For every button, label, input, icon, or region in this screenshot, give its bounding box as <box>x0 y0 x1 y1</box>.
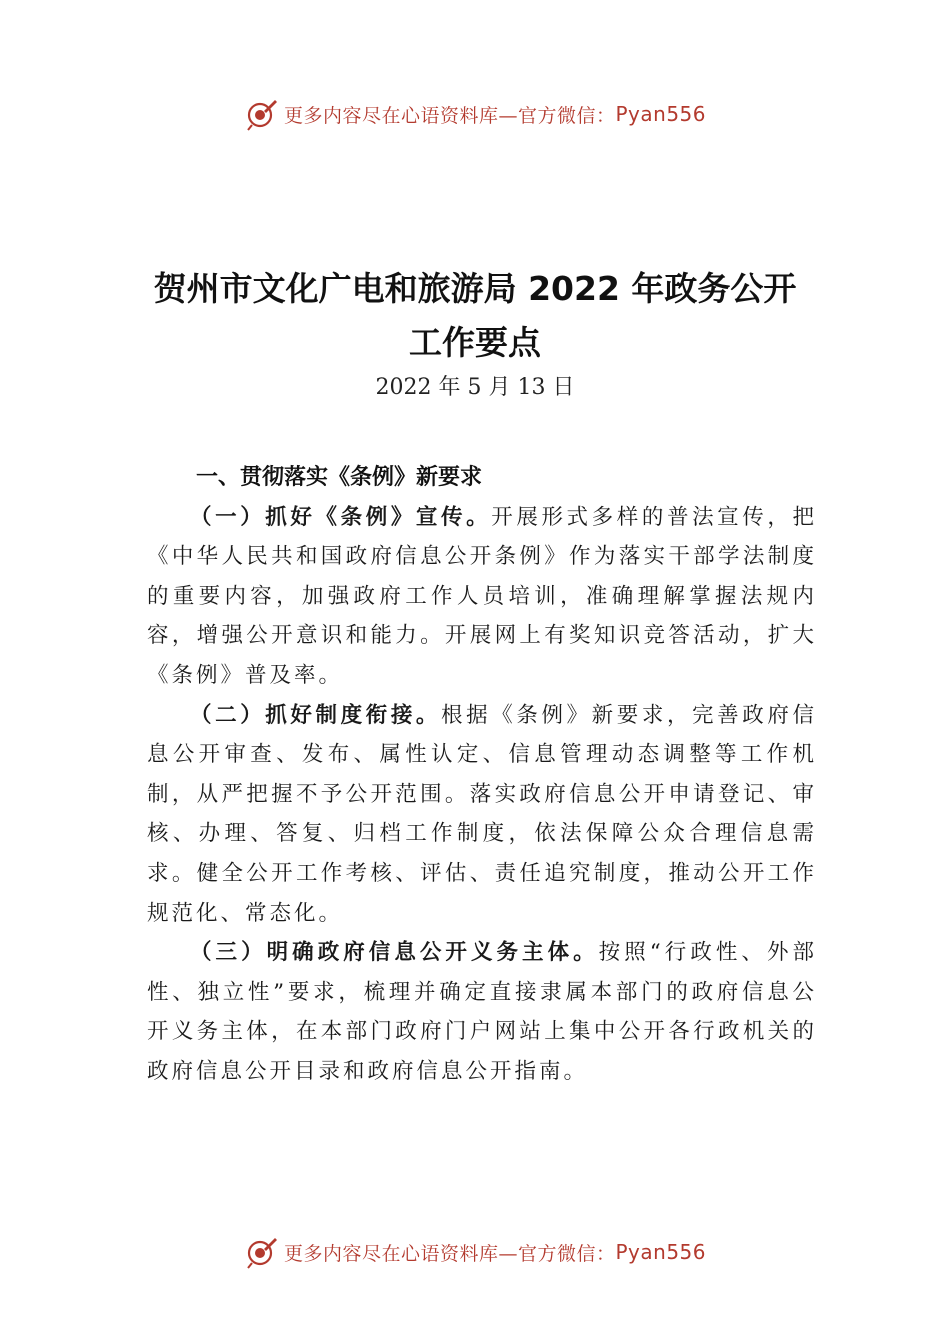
paragraph-1 <box>147 498 817 696</box>
document-title <box>100 262 850 370</box>
document-date: 2022 年 5 月 13 日 <box>375 375 575 400</box>
quill-pen-seal-icon <box>244 97 278 131</box>
quill-pen-seal-icon <box>244 1235 278 1269</box>
section-heading: 一、贯彻落实《条例》新要求 <box>196 465 483 490</box>
paragraph-text: 开展形式多样的普法宣传，把《中华人民共和国政府信息公开条例》作为落实干部学法制度的重要内容，加强政府工作人员培训，准确理解掌握法规内容，增强公开意识和能力。开展网上有奖知识竞答活动，扩大《条例》普及率。 <box>147 504 817 688</box>
watermark-text: 更多内容尽在心语资料库—官方微信： <box>283 1242 616 1265</box>
paragraph-2 <box>147 696 817 934</box>
watermark-header <box>0 94 950 134</box>
paragraph-text: 按照“行政性、外部性、独立性”要求，梳理并确定直接隶属本部门的政府信息公开义务主体，在本部门政府门户网站上集中公开各行政机关的政府信息公开目录和政府信息公开指南。 <box>147 940 817 1084</box>
paragraph-text: 根据《条例》新要求，完善政府信息公开审查、发布、属性认定、信息管理动态调整等工作机制，从严把握不予公开范围。落实政府信息公开申请登记、审核、办理、答复、归档工作制度，依法保障公众合理信息需求。健全公开工作考核、评估、责任追究制度，推动公开工作规范化、常态化。 <box>147 702 817 926</box>
paragraph-lead: （二）抓好制度衔接。 <box>190 702 442 728</box>
title-line-1: 贺州市文化广电和旅游局 2022 年政务公开 <box>153 269 797 308</box>
title-line-2: 工作要点 <box>409 323 541 362</box>
paragraph-lead: （三）明确政府信息公开义务主体。 <box>190 940 599 966</box>
paragraph-lead: （一）抓好《条例》宣传。 <box>190 504 492 530</box>
document-body <box>147 458 817 1092</box>
watermark-text: 更多内容尽在心语资料库—官方微信： <box>283 104 616 127</box>
watermark-handle: Pyan556 <box>615 102 707 126</box>
watermark-footer <box>0 1232 950 1272</box>
paragraph-3 <box>147 933 817 1091</box>
watermark-handle: Pyan556 <box>615 1240 707 1264</box>
